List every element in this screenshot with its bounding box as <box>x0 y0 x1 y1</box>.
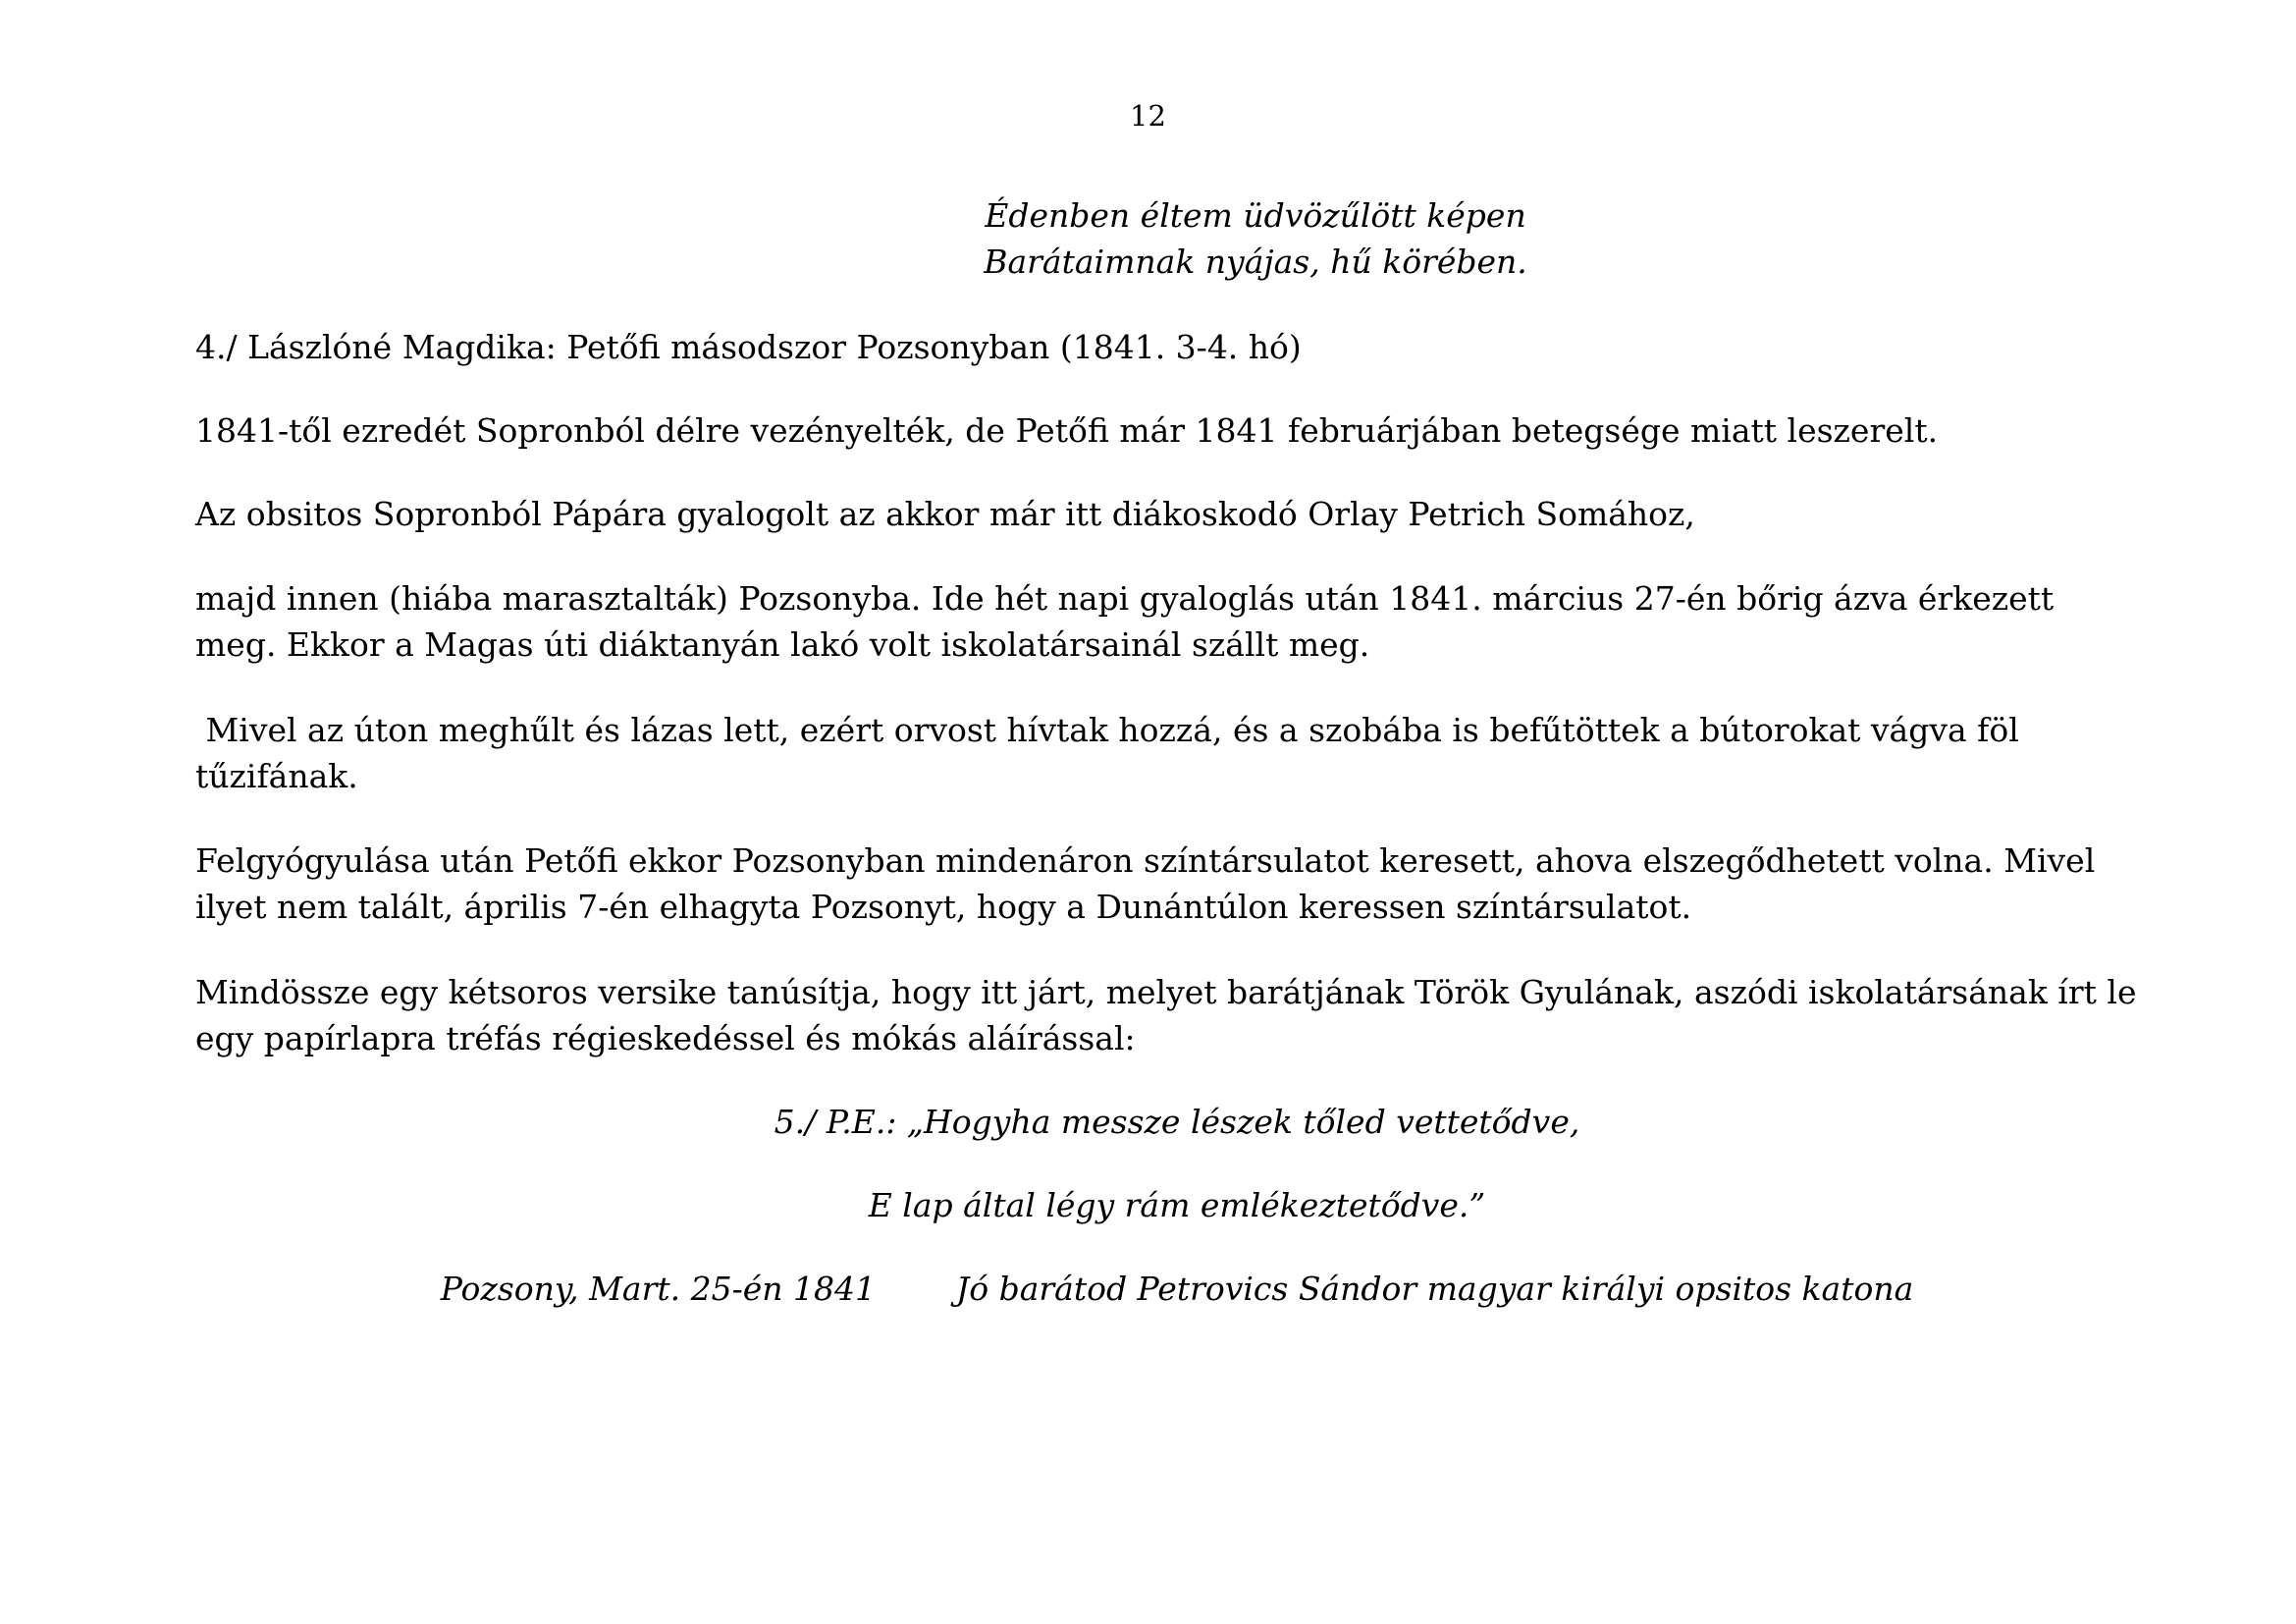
signature-line <box>195 1266 2139 1312</box>
signature-name: Jó barátod Petrovics Sándor magyar királyi opsitos katona <box>955 1270 1914 1308</box>
paragraph: Mindössze egy kétsoros versike tanúsítja, hogy itt járt, melyet barátjának Török Gyulának, aszódi iskolatársának írt le egy papírlapra tréfás régieskedéssel és mókás aláírással: <box>195 973 2137 1057</box>
quoted-verse-line-1: 5./ P.E.: „Hogyha messze lészek tőled vettetődve, <box>774 1103 1580 1141</box>
page-body <box>195 192 2139 1312</box>
paragraph: Mivel az úton meghűlt és lázas lett, ezért orvost hívtak hozzá, és a szobába is befűtöttek a bútorokat vágva föl tűzifának. <box>195 711 2030 795</box>
quoted-verse-line-2: E lap által légy rám emlékeztetődve.” <box>868 1186 1486 1224</box>
paragraph: Az obsitos Sopronból Pápára gyalogolt az akkor már itt diákoskodó Orlay Petrich Somához, <box>195 495 1695 533</box>
verse-line: Barátaimnak nyájas, hű körében. <box>984 243 1527 281</box>
verse-line: Édenben éltem üdvözűlött képen <box>985 196 1526 235</box>
page-number: 12 <box>1130 99 1166 133</box>
opening-verse <box>195 192 2139 285</box>
signature-place-date: Pozsony, Mart. 25-én 1841 <box>440 1270 876 1308</box>
paragraph: Felgyógyulása után Petőfi ekkor Pozsonyban mindenáron színtársulatot keresett, ahova elszegődhetett volna. Mivel ilyet nem talált, április 7-én elhagyta Pozsonyt, hogy a Dunántúlon keressen színtársulatot. <box>195 841 2096 926</box>
paragraph: 1841-től ezredét Sopronból délre vezényelték, de Petőfi már 1841 februárjában betegsége miatt leszerelt. <box>195 411 1939 450</box>
section-heading: 4./ Lászlóné Magdika: Petőfi másodszor Pozsonyban (1841. 3-4. hó) <box>195 328 1302 366</box>
paragraph: majd innen (hiába marasztalták) Pozsonyba. Ide hét napi gyaloglás után 1841. március 27-én bőrig ázva érkezett meg. Ekkor a Magas úti diáktanyán lakó volt iskolatársainál szállt meg. <box>195 579 2055 664</box>
